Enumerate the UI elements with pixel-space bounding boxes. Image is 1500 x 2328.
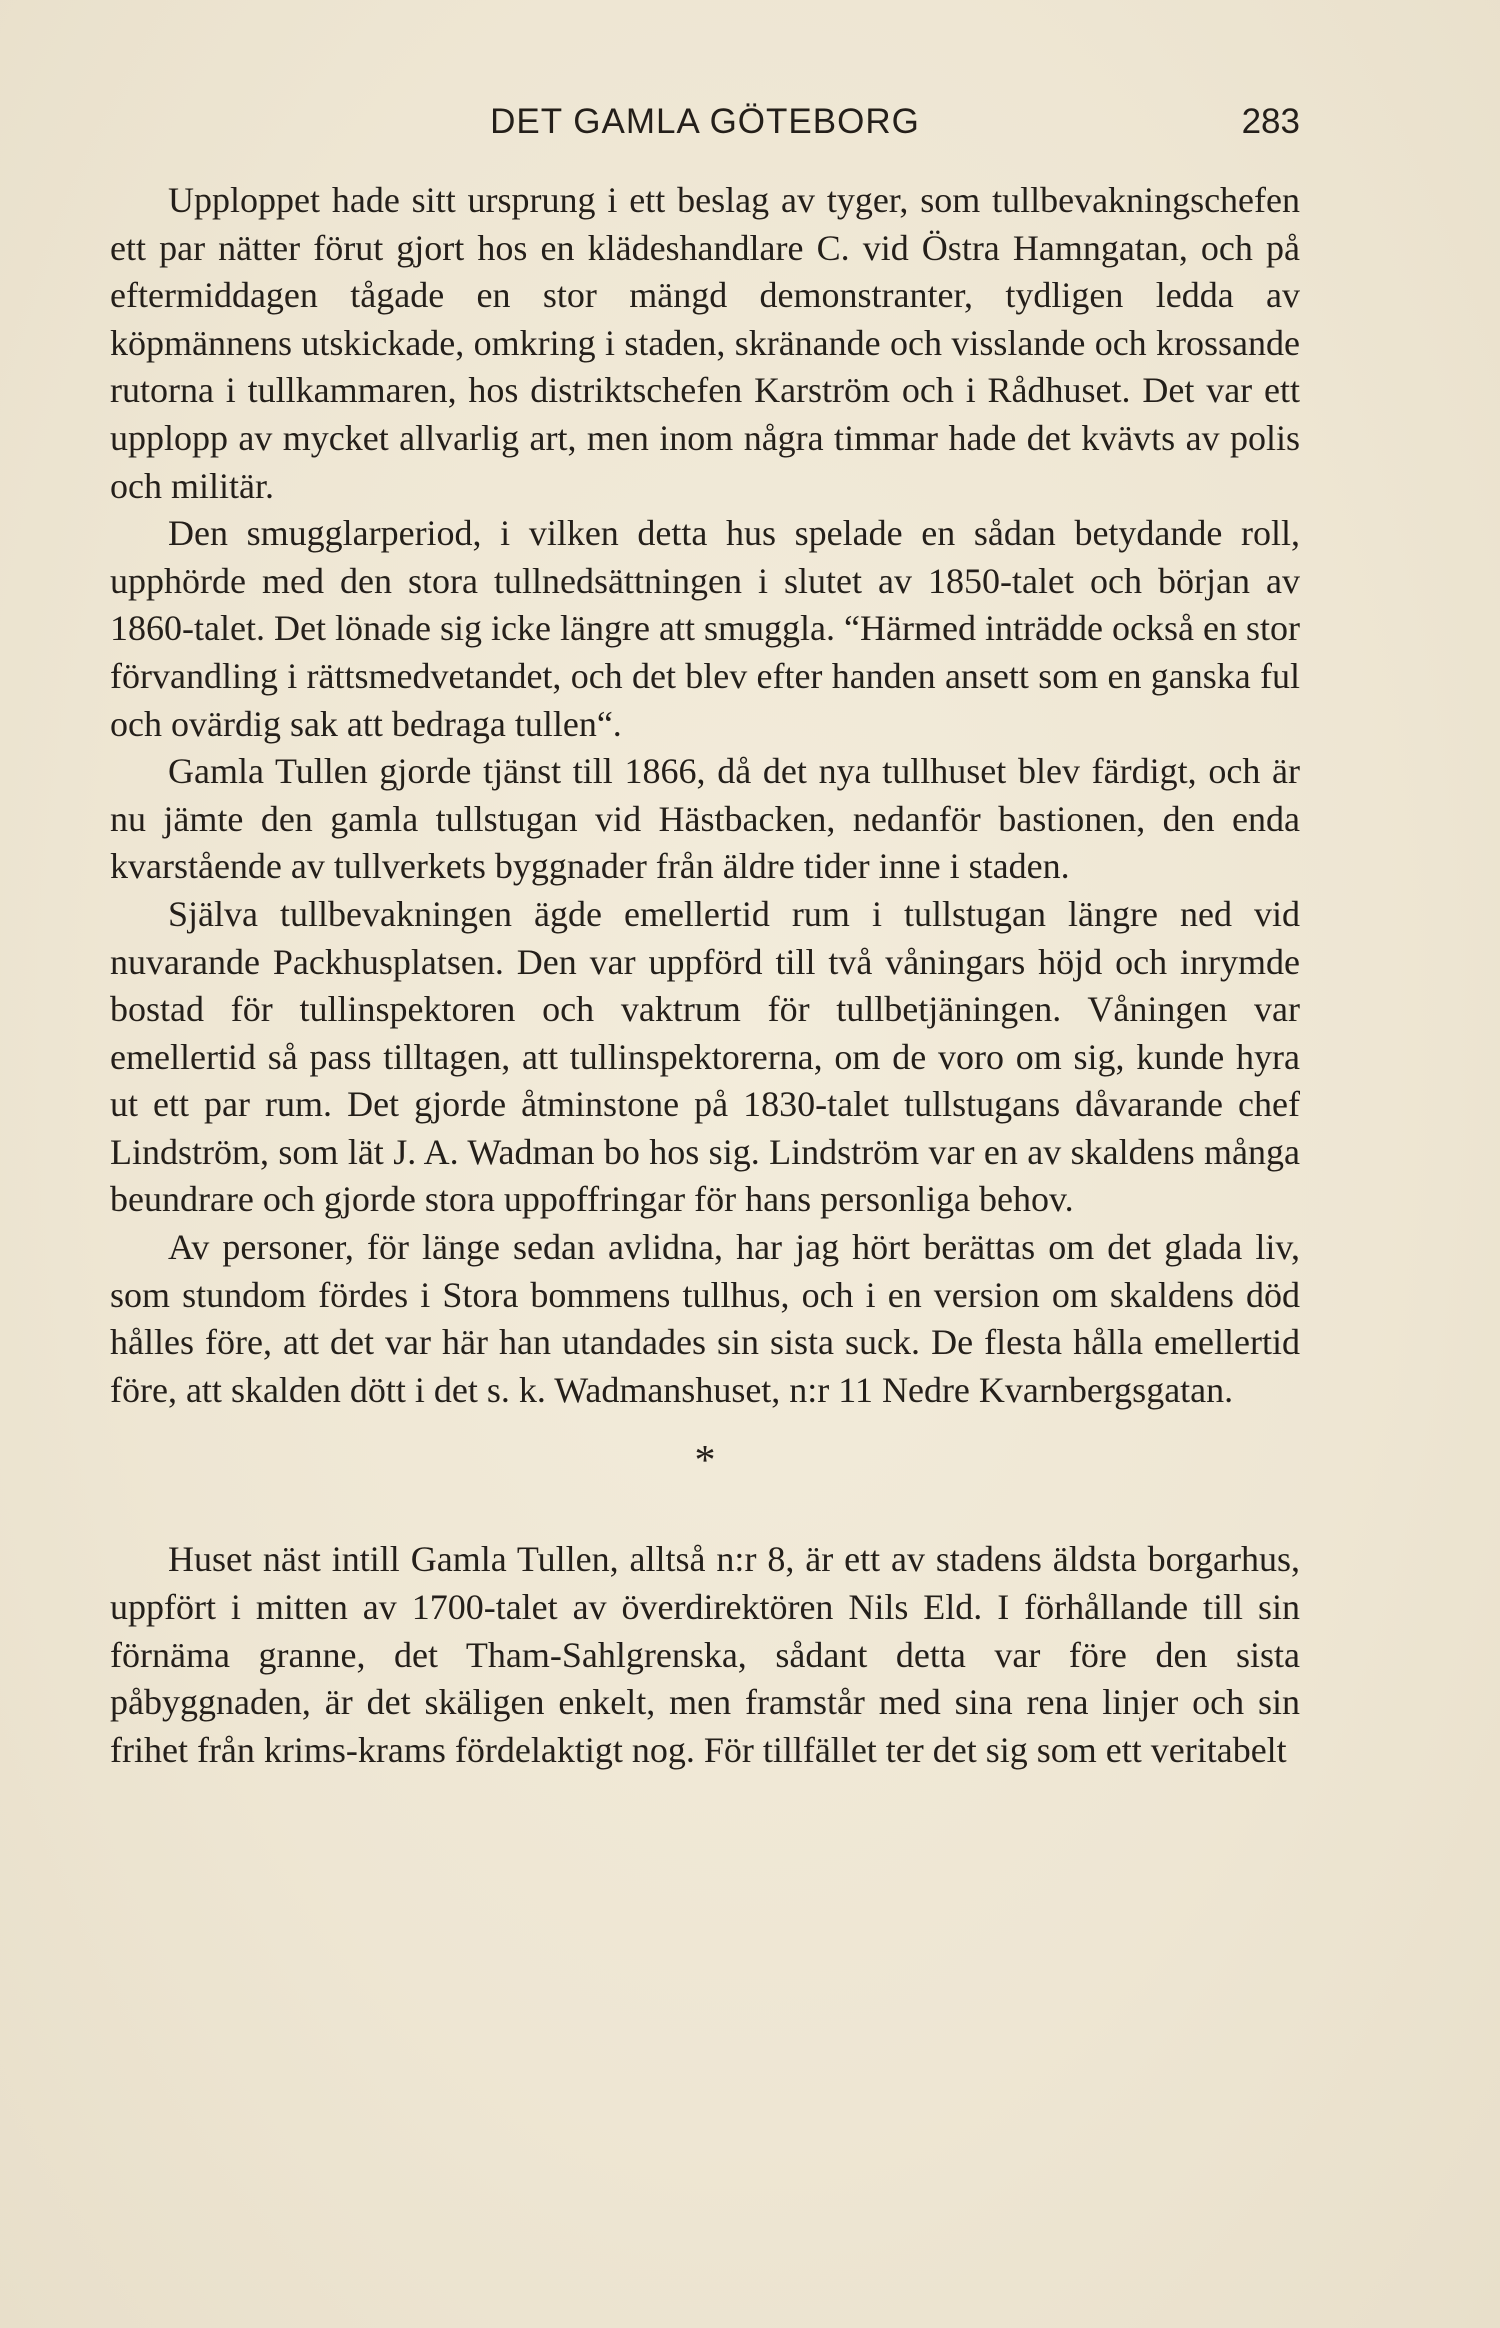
paragraph: Själva tullbevakningen ägde emellertid rum i tullstugan längre ned vid nuvarande Packhusplatsen. Den var uppförd till två våningars höjd och inrymde bostad för tullinspektoren och vaktrum för tullbetjäningen. Våningen var emellertid så pass tilltagen, att tullinspektorerna, om de voro om sig, kunde hyra ut ett par rum. Det gjorde åtminstone på 1830-talet tullstugans dåvarande chef Lindström, som lät J. A. Wadman bo hos sig. Lindström var en av skaldens många beundrare och gjorde stora uppoffringar för hans personliga behov. [110, 893, 1300, 1220]
paragraph: Av personer, för länge sedan avlidna, har jag hört berättas om det glada liv, som stundom fördes i Stora bommens tullhus, och i en version om skaldens död hålles före, att det var här han utandades sin sista suck. De flesta hålla emellertid före, att skalden dött i det s. k. Wadmanshuset, n:r 11 Nedre Kvarnbergsgatan. [110, 1227, 1300, 1410]
paragraph: Huset näst intill Gamla Tullen, alltså n:r 8, är ett av stadens äldsta borgarhus, uppfört i mitten av 1700-talet av överdirektören Nils Eld. I förhållande till sin förnäma granne, det Tham-Sahlgrenska, sådant detta var före den sista påbyggnaden, är det skäligen enkelt, men framstår med sina rena linjer och sin frihet från krims-krams fördelaktigt nog. För tillfället ter det sig som ett veritabelt [110, 1539, 1300, 1770]
paragraph: Upploppet hade sitt ursprung i ett beslag av tyger, som tullbevakningschefen ett par nätter förut gjort hos en klädeshandlare C. vid Östra Hamngatan, och på eftermiddagen tågade en stor mängd demonstranter, tydligen ledda av köpmännens utskickade, omkring i staden, skränande och visslande och krossande rutorna i tullkammaren, hos distriktschefen Karström och i Rådhuset. Det var ett upplopp av mycket allvarlig art, men inom några timmar hade det kvävts av polis och militär. [110, 180, 1300, 506]
paragraph: Gamla Tullen gjorde tjänst till 1866, då det nya tullhuset blev färdigt, och är nu jämte den gamla tullstugan vid Hästbacken, nedanför bastionen, den enda kvarstående av tullverkets byggnader från äldre tider inne i staden. [110, 751, 1300, 887]
paragraph: Den smugglarperiod, i vilken detta hus spelade en sådan betydande roll, upphörde med den stora tullnedsättningen i slutet av 1850-talet och början av 1860-talet. Det lönade sig icke längre att smuggla. “Härmed inträdde också en stor förvandling i rättsmedvetandet, och det blev efter handen ansett som en ganska ful och ovärdig sak att bedraga tullen“. [110, 513, 1300, 744]
body-text [110, 177, 1300, 1774]
running-title: DET GAMLA GÖTEBORG [490, 102, 920, 141]
page-header [110, 96, 1300, 156]
section-break-asterisk: * [694, 1438, 716, 1485]
page-number: 283 [1241, 102, 1300, 141]
